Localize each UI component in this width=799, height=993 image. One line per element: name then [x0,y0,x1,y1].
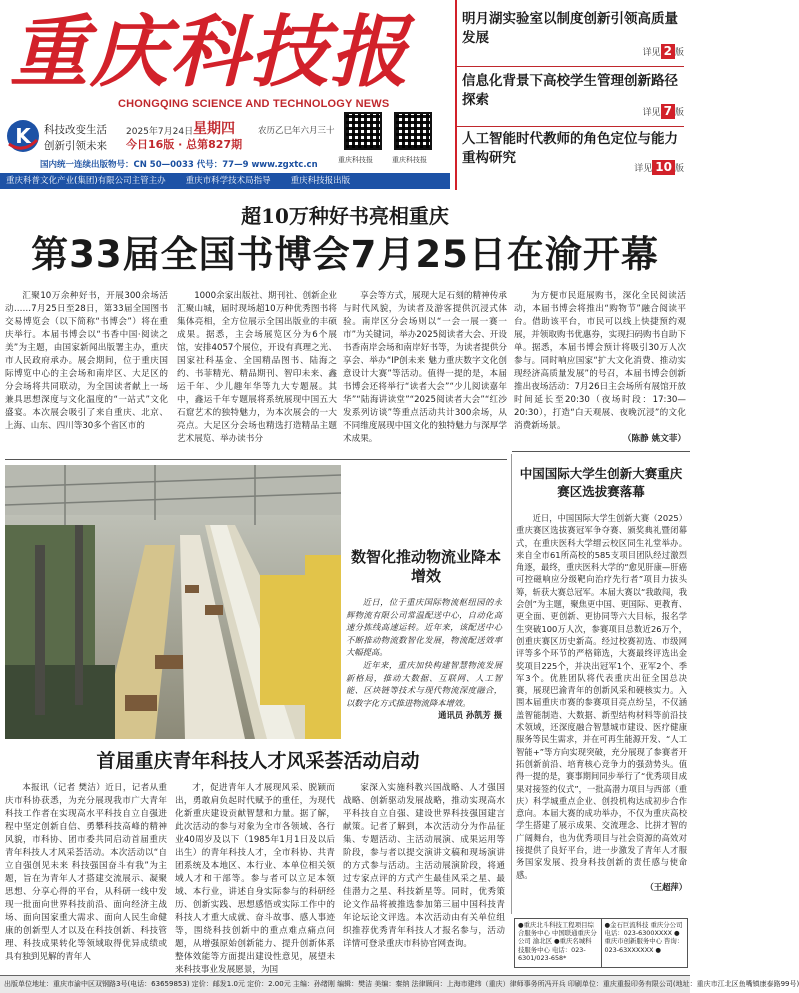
slogan [44,122,107,154]
masthead [0,0,690,190]
lunar-date: 农历乙巳年六月三十 [258,126,335,136]
qr-code-icon[interactable] [344,112,382,150]
qr-label: 重庆科技报 [338,156,373,164]
edition-info: 今日16版 · 总第827期 [126,138,243,151]
slogan-line-1: 科技改变生活 [44,124,107,136]
teaser-item[interactable] [462,130,684,185]
teaser-page-number: 10 [652,160,675,175]
divider [5,459,507,460]
lead-byline: （陈静 姚文菲） [622,434,686,444]
issue-date: 2025年7月24日 [126,127,194,137]
second-story-headline[interactable]: 首届重庆青年科技人才风采荟活动启动 [96,750,420,772]
lead-column-1: 汇聚10万余种好书，开展300余场活动……7月25日至28日，第33届全国图书交易博览会（以下简称“书博会”）将在重庆举行。本届书博会以“书香中国·阅读之美”为主题，由国家新闻出版署主办，重庆市人民政府承办。展会期间，位于重庆国际博览中心的主会场和南岸区、大足区的分会场将共同联动，为全国读者献上一场兼具思想深度与文化温度的“一站式”文化盛宴。本次展会吸引了来自重庆、北京、上海、山东、四川等30多个省区市的 [5,291,168,431]
photo-story-text: 近日，位于重庆国际物流枢纽园的永辉物流有限公司常温配送中心，自动化高速分拣线高速运转。近年来，该配送中心不断推动物流数智化发展，物流配送效率大幅提高。 近年来，重庆加快构建智慧物流发展新格局，推动大数据、互联网、人工智能、区块链等技术与现代物流深度融合，以数字化方式推进物流降本增效。 通讯员 孙凯芳 摄 [346,597,502,721]
lead-headline[interactable]: 第33届全国书博会7月25日在渝开幕 [31,233,659,276]
teaser-page-number: 2 [661,44,675,59]
second-story-column-1: 本报讯（记者 樊洁）近日，记者从重庆市科协获悉，为充分展现我市广大青年科技工作者在实现高水平科技自立自强进程中坚定创新自信、勇攀科技高峰的精神风貌，市科协、团市委共同启动首届重庆青年科技人才风采荟活动。本次活动以“自立自强创见未来 科技强国奋斗有我”为主题，旨在为青年人才搭建交流展示、凝聚思想、分享心得的平台，从科研一线中发现一批面向世界科技前沿、面向经济主战场、面向国家重大需求、面向人民生命健康的创新型人才以及在科技创新、科技管理、科技成果转化等领域取得优异成绩或具有独到见解的青年人 [5,783,167,962]
ad-item: ●金石巨流科技 重庆分公司 电话：023-6300XXXX ●重庆市创新服务中心 咨询：023-63XXXXXX ● [601,919,688,967]
side-story-byline: （王超萍） [645,881,687,892]
logistics-warehouse-photo [5,465,341,739]
footer-imprint: 出版单位地址：重庆市渝中区双钢路3号(电话：63659853) 定价：邮发1.0元 定价：2.00元 主编：孙绪刚 编辑：樊洁 美编：秦纳 法律顾问：上海市建纬（重庆）律师事务所冯开兵 印刷单位：重庆重报印务有限公司(地址：重庆市江北区鱼嘴镇康泰路99号) [0,975,690,993]
teaser-page-ref: 详见 10 版 [634,160,684,174]
slogan-line-2: 创新引领未来 [44,140,107,152]
teaser-title[interactable]: 信息化背景下高校学生管理创新路径探索 [462,73,678,108]
newspaper-logo-en: CHONGQING SCIENCE AND TECHNOLOGY NEWS [118,98,390,110]
newspaper-logo: 重庆科技报 [10,7,411,98]
lead-kicker: 超10万种好书亮相重庆 [241,204,449,228]
teaser-item[interactable] [462,10,684,65]
qr-code-icon[interactable] [394,112,432,150]
teaser-page-number: 7 [661,104,675,119]
side-story-title[interactable]: 中国国际大学生创新大赛重庆赛区选拔赛落幕 [519,466,683,499]
masthead-divider [455,0,457,190]
second-story-column-3: 家深入实施科教兴国战略、人才强国战略、创新驱动发展战略，推动实现高水平科技自立自强、建设世界科技强国建言献策。记者了解到，本次活动分为作品征集、专题活动、主活动展演、成果运用等阶段，参与者以提交演讲文稿和现场演讲的方式参与活动。主活动展演阶段，将通过专家点评的方式产生最佳风采之星、最佳潜力之星、科技新星等。同时，优秀策论文作品将被推选参加第三届中国科技青年论坛论文评选。本次活动由有关单位组织推荐优秀青年科技人才报名参与，活动详情可登录重庆市科协官网查询。 [343,783,505,949]
svg-text:K: K [15,124,31,148]
publication-info: 国内统一连续出版物号：CN 50—0033 代号：77—9 www.zgxtc.cn [40,160,318,170]
publisher-bar [0,173,450,189]
side-story-body: 近日，中国国际大学生创新大赛（2025）重庆赛区选拔赛冠军争夺赛、颁奖典礼暨闭幕式，在重庆医科大学缙云校区同生礼堂举办。来自全市61所高校的585支项目团队经过激烈角逐，最终，重庆医科大学的“愈见肝康—肝癌可控磁响应分级靶向治疗先行者”项目力拔头筹，斩获大赛总冠军。本届大赛以“我敢闯，我会创”为主题，聚焦更中国、更国际、更教育、更全面、更创新、更协同等六大目标，报名学生突破100万人次，参赛项目总数近26万个，创重庆赛区历史新高。经过校赛初选、市级网评等多个环节的严格筛选，大赛最终评选出金奖项目225个，并决出冠军1个、亚军2个、季军3个。优胜团队将代表重庆出征全国总决赛，展现巴渝青年的创新风采和硬核实力。入围本届重庆市赛的参赛项目亮点纷呈，不仅涵盖智能制造、大数据、新型结构材料等前沿技术领域，还深度融合智慧城市建设、医疗健康服务等民生需求，并在可再生能源开发、“人工智能+”等方向实现突破，充分展现了参赛者开拓创新前沿、培育核心竞争力的强劲势头。值得一提的是，赛事期间同步举行了“优秀项目成果对接签约仪式”，一批高潜力项目与西部（重庆）科学城重点企业、创投机构达成初步合作意向。本届大赛的成功举办，不仅为重庆高校学生搭建了展示成果、交流理念、比拼才智的广阔舞台，也为优秀项目与社会资源的高效对接提供了良好平台，进一步激发了青年人才服务国家发展、投身科技创新的责任感与使命感。 （王超萍） [516,513,687,892]
teaser-page-ref: 详见 7 版 [642,104,684,118]
divider [512,451,690,452]
photo-credit: 通讯员 孙凯芳 摄 [438,710,502,721]
classified-ads [514,918,688,968]
lead-column-3: 享会等方式，展现大足石刻的精神传承与时代风貌，为读者及游客提供沉浸式体验。南岸区分会场则以“一会一展一赛一市”为关键词，举办2025阅读者大会、开设书香南岸会场和南岸好书等，为读者提供分享会、举办“IP创未来 魅力重庆数字文化创意设计大赛”等活动。值得一提的是，本届书博会还将举行“读者大会”“少儿阅读嘉年华”“陆海讲读堂”“2025阅读者大会”“红沙发系列访谈”等重点活动共计300余场，从不同维度展现中国文化的独特魅力与深厚学术成果。 [343,291,507,444]
issue-weekday: 星期四 [193,121,235,137]
publisher-bar-item: 重庆市科学技术局指导 [185,176,271,186]
photo-story-title[interactable]: 数智化推动物流业降本增效 [351,548,502,585]
lead-column-2: 1000余家出版社、期刊社、创新企业汇聚山城，届时现场超10万种优秀图书将集体亮相，全方位展示全国出版业的丰硕成果。据悉，主会场展览区分为6个展馆，安排4057个展位，开设有真理之光、国家社科基金、全国精品图书、陆海之约、书菲精光、精品期刊、智印未来、鑫运千年、少儿趣年华等九大专题展。其中，鑫运千年专题展将系统展现中国五大石窟艺术的独特魅力，为本次展会的一大亮点。大足区分会场也精选打造精品主题艺术展览、举办读书分 [177,291,337,444]
teaser-item[interactable] [462,72,684,127]
publisher-bar-item: 重庆科技报出版 [290,176,351,186]
publisher-bar-item: 重庆科普文化产业(集团)有限公司主管主办 [6,176,166,186]
newspaper-emblem-icon [5,118,41,154]
lead-column-4: 为方便市民逛展购书，深化全民阅读活动，本届书博会将推出“购物节”融合阅读平台。借助该平台，市民可以线上快捷预约观展，并领取购书优惠券，实现扫码购书自助下单。据悉，本届书博会预计将吸引30万人次参与。同时响应国家“扩大文化消费、推动实现经济高质量发展”的号召，本届书博会创新推出夜场活动：7月26日主会场所有展馆开放时间延长至20:30（夜场时段：17:30—20:30），打造“白天观展、夜晚沉浸”的文化消费新场景。 （陈静 姚文菲） [514,291,686,444]
teaser-page-ref: 详见 2 版 [642,44,684,58]
second-story-column-2: 才，促进青年人才展现风采、脱颖而出，勇敢肩负起时代赋予的重任，为现代化新重庆建设贡献智慧和力量。据了解，此次活动的参与对象为全市各领域、各行业40周岁及以下（1985年1月1日及以后出生）的青年科技人才，全市科协、共青团系统及本地区、本行业、本单位相关领域人才和干部等。参与者可以立足本领域、本行业，讲述自身实际参与的科研经历、创新实践、思想感悟或实际工作中的科技人才重大成就、奋斗故事、感人事迹等，围绕科技创新中的重点难点痛点问题，从增强原始创新能力、提升创新体系整体效能等方面提出建设性意见，展望未来科技事业发展愿景，为国 [175,783,335,975]
teaser-title[interactable]: 明月湖实验室以制度创新引领高质量发展 [462,11,678,46]
qr-label: 重庆科技报 [392,156,427,164]
ad-item: ●重庆北斗科技工程项目综合服务中心 中国联通重庆分公司 渝北区 ●重庆名城科技服务中心 电话：023-6301/023-658* [518,921,597,962]
teaser-title[interactable]: 人工智能时代教师的角色定位与能力重构研究 [462,131,678,166]
